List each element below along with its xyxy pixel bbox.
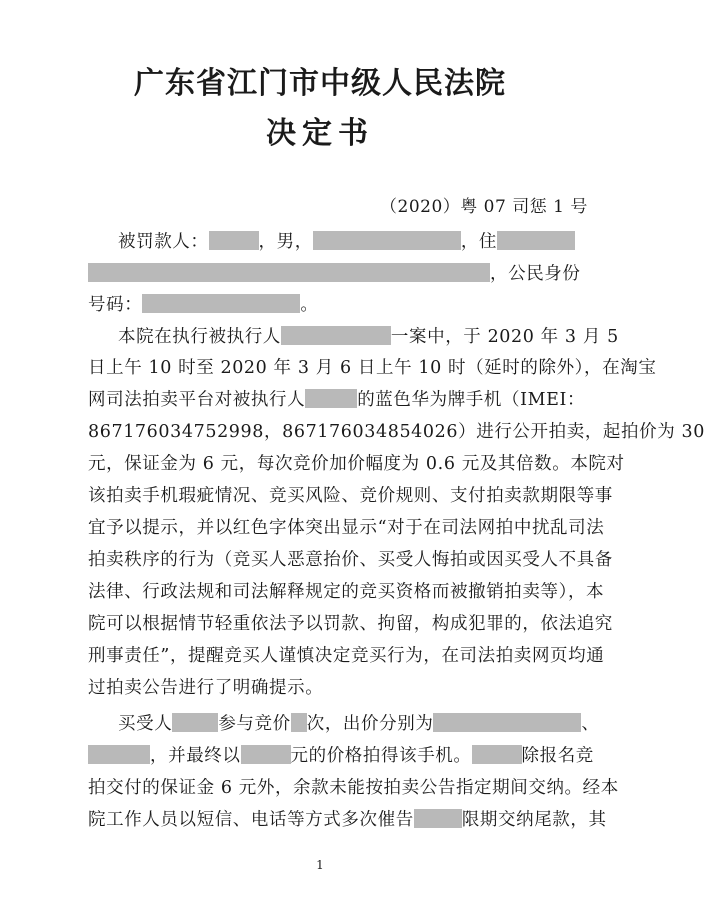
redaction — [172, 713, 218, 732]
paragraph-line: 宜予以提示，并以红色字体突出显示“对于在司法网拍中扰乱司法 — [88, 518, 605, 538]
paragraph-line: 元，保证金为 6 元，每次竞价加价幅度为 0.6 元及其倍数。本院对 — [88, 454, 625, 474]
document-number: （2020）粤 07 司惩 1 号 — [380, 197, 588, 217]
paragraph-line: 法律、行政法规和司法解释规定的竞买资格而被撤销拍卖等），本 — [88, 582, 605, 602]
page-number: 1 — [316, 858, 324, 872]
redaction — [414, 809, 462, 828]
paragraph-line: 该拍卖手机瑕疵情况、竞买风险、竞价规则、支付拍卖款期限等事 — [88, 486, 613, 506]
paragraph-line: 867176034752998，867176034854026）进行公开拍卖，起拍价为 30 — [88, 422, 705, 442]
redaction — [88, 745, 150, 764]
paragraph-line: 刑事责任”，提醒竞买人谨慎决定竞买行为，在司法拍卖网页均通 — [88, 646, 605, 666]
paragraph-line: 日上午 10 时至 2020 年 3 月 6 日上午 10 时（延时的除外），在淘宝 — [88, 358, 657, 378]
redaction — [433, 713, 581, 732]
redaction — [472, 745, 522, 764]
redaction — [497, 231, 575, 250]
redaction — [281, 326, 391, 345]
document-type: 决定书 — [266, 116, 374, 151]
paragraph-line: ，并最终以 元的价格拍得该手机。 除报名竞 — [88, 742, 594, 767]
redaction — [142, 294, 300, 313]
paragraph-line: 被罚款人： ，男， ，住 — [118, 228, 575, 253]
paragraph-line: 本院在执行被执行人 一案中，于 2020 年 3 月 5 — [118, 327, 619, 347]
paragraph-line: 院可以根据情节轻重依法予以罚款、拘留，构成犯罪的，依法追究 — [88, 614, 613, 634]
paragraph-line: 院工作人员以短信、电话等方式多次催告 限期交纳尾款，其 — [88, 810, 607, 830]
court-name: 广东省江门市中级人民法院 — [134, 66, 506, 101]
paragraph-line: 拍卖秩序的行为（竞买人恶意抬价、买受人悔拍或因买受人不具备 — [88, 550, 613, 570]
paragraph-line: 网司法拍卖平台对被执行人 的蓝色华为牌手机（IMEI： — [88, 390, 586, 410]
paragraph-line: 拍交付的保证金 6 元外，余款未能按拍卖公告指定期间交纳。经本 — [88, 778, 619, 798]
redaction — [88, 263, 490, 282]
paragraph-line: 买受人 参与竞价 次，出价分别为 、 — [118, 714, 600, 734]
paragraph-line: ，公民身份 — [88, 260, 581, 285]
redaction — [291, 713, 307, 732]
paragraph-line: 号码： 。 — [88, 295, 319, 315]
paragraph-line: 过拍卖公告进行了明确提示。 — [88, 678, 324, 698]
redaction — [313, 231, 461, 250]
redaction — [209, 231, 259, 250]
redaction — [241, 745, 291, 764]
redaction — [305, 389, 357, 408]
